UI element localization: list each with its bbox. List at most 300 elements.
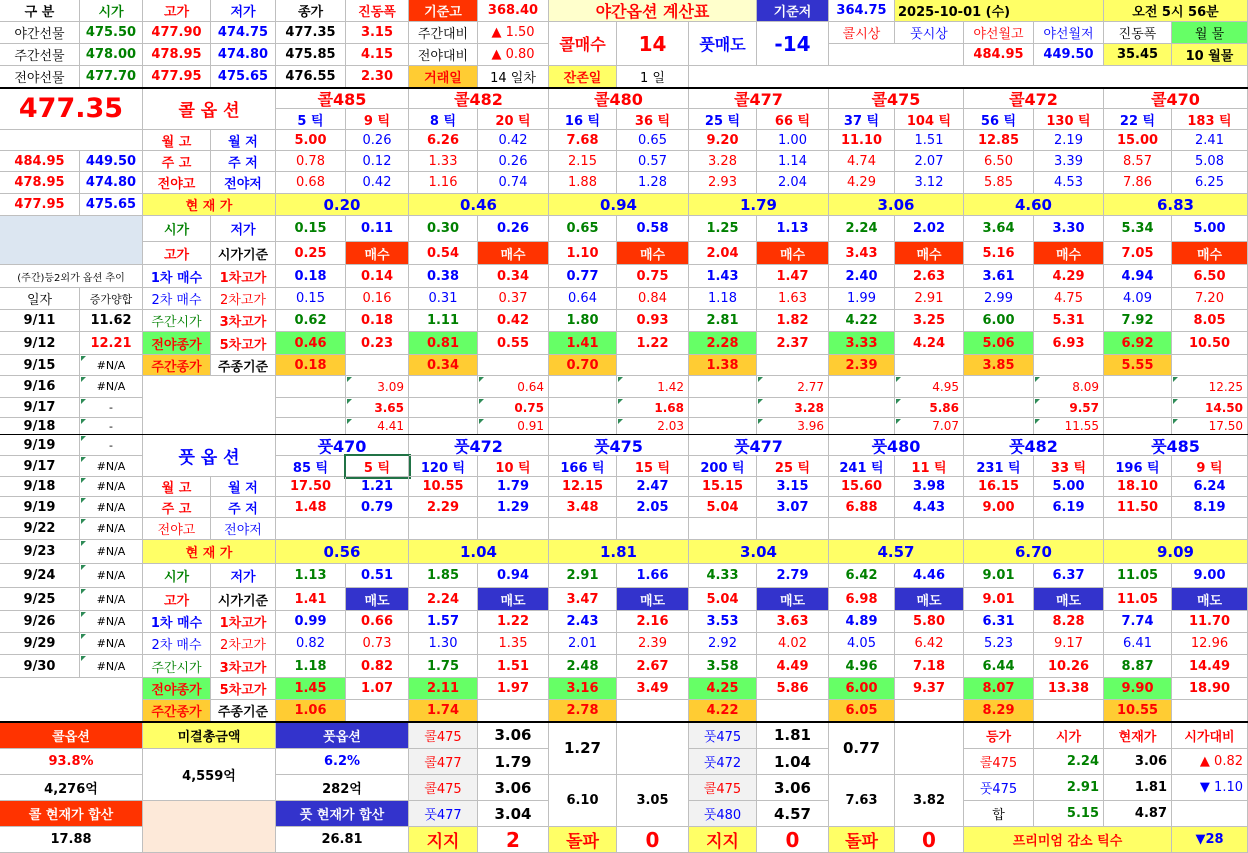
futures-open[interactable]: 478.00 — [80, 44, 143, 66]
call-strike[interactable]: 콜470 — [1104, 88, 1248, 109]
call-buy1[interactable]: 4.94 — [1104, 265, 1172, 288]
call-buy2[interactable]: 4.09 — [1104, 288, 1172, 310]
put-strike[interactable]: 풋477 — [689, 435, 829, 456]
futures-high[interactable]: 478.95 — [143, 44, 211, 66]
put-high3[interactable]: 7.18 — [895, 655, 964, 678]
call-night-low[interactable]: 2.04 — [757, 172, 829, 194]
pair-value[interactable]: 3.04 — [478, 801, 549, 827]
call-night-close[interactable]: 0.46 — [276, 332, 346, 355]
grade-name[interactable]: 합 — [964, 801, 1034, 827]
label-week-open[interactable]: 주간시가 — [143, 310, 211, 332]
put-low[interactable]: 4.46 — [895, 564, 964, 588]
put-buy1[interactable]: 0.99 — [276, 611, 346, 633]
trend-label[interactable]: (주간)등2외가 옵션 추이 — [0, 265, 143, 288]
blank[interactable] — [829, 376, 895, 398]
futures-label[interactable]: 전야선물 — [0, 66, 80, 88]
trend-value[interactable]: - — [80, 435, 143, 456]
call-month-high[interactable]: 11.10 — [829, 130, 895, 151]
put-high5[interactable]: 3.49 — [617, 678, 689, 700]
pair-name[interactable]: 풋472 — [689, 749, 757, 775]
label-open[interactable]: 시가 — [143, 564, 211, 588]
call-low[interactable]: 0.26 — [478, 216, 549, 242]
date-display[interactable]: 2025-10-01 (수) — [895, 0, 1104, 22]
put-low[interactable]: 9.00 — [1172, 564, 1248, 588]
put-week-high[interactable]: 6.88 — [829, 497, 895, 518]
call-high5[interactable]: 10.50 — [1172, 332, 1248, 355]
unsettled-label[interactable]: 미결총금액 — [143, 722, 276, 749]
put-week-high[interactable]: 11.50 — [1104, 497, 1172, 518]
call-extra-2[interactable]: 5.86 — [895, 398, 964, 418]
put-buy1[interactable]: 2.43 — [549, 611, 617, 633]
blank[interactable] — [409, 418, 478, 435]
label-month-low[interactable]: 월 저 — [211, 130, 276, 151]
put-sell-signal[interactable]: 매도 — [617, 588, 689, 611]
put-current[interactable]: 1.04 — [409, 540, 549, 564]
call-strike[interactable]: 콜472 — [964, 88, 1104, 109]
call-buy[interactable]: 14 — [617, 22, 689, 66]
put-month-low[interactable]: 6.24 — [1172, 477, 1248, 497]
put-buy2[interactable]: 5.23 — [964, 633, 1034, 655]
put-sell-signal[interactable]: 매도 — [1034, 588, 1104, 611]
base-value[interactable]: 368.40 — [478, 0, 549, 22]
day-change[interactable]: ▲ 1.50 — [478, 22, 549, 44]
put-month-high[interactable]: 15.60 — [829, 477, 895, 497]
call-high3[interactable]: 5.31 — [1034, 310, 1104, 332]
put-high[interactable]: 2.24 — [409, 588, 478, 611]
call-extra-3[interactable]: 4.41 — [346, 418, 409, 435]
put-high3[interactable]: 4.49 — [757, 655, 829, 678]
call-open[interactable]: 0.30 — [409, 216, 478, 242]
blank[interactable] — [964, 376, 1034, 398]
ref-low[interactable]: 449.50 — [80, 151, 143, 172]
put-low[interactable]: 2.79 — [757, 564, 829, 588]
call-extra-2[interactable]: 1.68 — [617, 398, 689, 418]
trend-value[interactable]: #N/A — [80, 564, 143, 588]
put-high2[interactable]: 6.42 — [895, 633, 964, 655]
put-month-high[interactable]: 12.15 — [549, 477, 617, 497]
call-week-high[interactable]: 3.28 — [689, 151, 757, 172]
ref-low[interactable]: 474.80 — [80, 172, 143, 194]
night-month-low[interactable]: 449.50 — [1034, 44, 1104, 66]
label-high3[interactable]: 3차고가 — [211, 310, 276, 332]
grade-diff[interactable]: ▼ 1.10 — [1172, 775, 1248, 801]
call-week-open[interactable]: 1.80 — [549, 310, 617, 332]
futures-high[interactable]: 477.95 — [143, 66, 211, 88]
put-buy2[interactable]: 2.01 — [549, 633, 617, 655]
put-tick-1[interactable]: 85 틱 — [276, 456, 346, 477]
call-sum-label[interactable]: 콜 현재가 합산 — [0, 801, 143, 827]
call-week-close[interactable]: 3.85 — [964, 355, 1034, 376]
blank[interactable] — [1172, 355, 1248, 376]
put-high[interactable]: 3.47 — [549, 588, 617, 611]
remain-label[interactable]: 잔존일 — [549, 66, 617, 88]
pair-value[interactable]: 3.06 — [757, 775, 829, 801]
call-high2[interactable]: 0.84 — [617, 288, 689, 310]
put-month-high[interactable]: 10.55 — [409, 477, 478, 497]
put-tick-1[interactable]: 241 틱 — [829, 456, 895, 477]
put-week-open[interactable]: 3.58 — [689, 655, 757, 678]
call-buy-signal[interactable]: 매수 — [1172, 242, 1248, 265]
put-high1[interactable]: 1.22 — [478, 611, 549, 633]
put-low[interactable]: 0.94 — [478, 564, 549, 588]
trend-date[interactable]: 9/12 — [0, 332, 80, 355]
label-high3[interactable]: 3차고가 — [211, 655, 276, 678]
blank[interactable] — [895, 722, 964, 775]
day-change-label[interactable]: 주간대비 — [409, 22, 478, 44]
base-low-label[interactable]: 기준저 — [757, 0, 829, 22]
call-month-low[interactable]: 1.51 — [895, 130, 964, 151]
call-high2[interactable]: 0.16 — [346, 288, 409, 310]
pair-value[interactable]: 3.06 — [478, 722, 549, 749]
current-price[interactable]: 477.35 — [0, 88, 143, 130]
call-high5[interactable]: 2.37 — [757, 332, 829, 355]
put-night-close[interactable]: 8.07 — [964, 678, 1034, 700]
label-buy2[interactable]: 2차 매수 — [143, 288, 211, 310]
call-week-low[interactable]: 1.14 — [757, 151, 829, 172]
put-high5[interactable]: 9.37 — [895, 678, 964, 700]
put-sum[interactable]: 26.81 — [276, 827, 409, 853]
call-extra-2[interactable]: 0.75 — [478, 398, 549, 418]
call-extra-2[interactable]: 9.57 — [1034, 398, 1104, 418]
put-high3[interactable]: 0.82 — [346, 655, 409, 678]
call-night-high[interactable]: 7.86 — [1104, 172, 1172, 194]
grade-current[interactable]: 1.81 — [1104, 775, 1172, 801]
put-month-low[interactable]: 1.79 — [478, 477, 549, 497]
blank[interactable] — [757, 355, 829, 376]
call-high5[interactable]: 6.93 — [1034, 332, 1104, 355]
grade-current[interactable]: 3.06 — [1104, 749, 1172, 775]
put-high3[interactable]: 2.67 — [617, 655, 689, 678]
put-open[interactable]: 1.13 — [276, 564, 346, 588]
call-high[interactable]: 2.04 — [689, 242, 757, 265]
call-option-amount[interactable]: 4,276억 — [0, 775, 143, 801]
put-sell-signal[interactable]: 매도 — [346, 588, 409, 611]
label-low[interactable]: 저가 — [211, 216, 276, 242]
blank[interactable] — [895, 700, 964, 722]
label-month-low[interactable]: 월 저 — [211, 477, 276, 497]
label-night-low[interactable]: 전야저 — [211, 518, 276, 540]
put-high5[interactable]: 18.90 — [1172, 678, 1248, 700]
call-current[interactable]: 6.83 — [1104, 194, 1248, 216]
trend-date[interactable]: 9/11 — [0, 310, 80, 332]
call-high1[interactable]: 2.63 — [895, 265, 964, 288]
blank[interactable] — [964, 418, 1034, 435]
call-extra-1[interactable]: 8.09 — [1034, 376, 1104, 398]
put-tick-2[interactable]: 5 틱 — [346, 456, 409, 477]
call-open[interactable]: 0.65 — [549, 216, 617, 242]
put-sum-label[interactable]: 풋 현재가 합산 — [276, 801, 409, 827]
put-week-open[interactable]: 6.44 — [964, 655, 1034, 678]
pair-sum[interactable]: 6.10 — [549, 775, 617, 827]
put-high3[interactable]: 14.49 — [1172, 655, 1248, 678]
call-high1[interactable]: 6.50 — [1172, 265, 1248, 288]
grade-open[interactable]: 2.24 — [1034, 749, 1104, 775]
put-high2[interactable]: 12.96 — [1172, 633, 1248, 655]
label-week-close[interactable]: 주간종가 — [143, 700, 211, 722]
call-high3[interactable]: 0.93 — [617, 310, 689, 332]
call-extra-2[interactable]: 3.65 — [346, 398, 409, 418]
grade-header[interactable]: 시가대비 — [1172, 722, 1248, 749]
label-current[interactable]: 현 재 가 — [143, 540, 276, 564]
grade-header[interactable]: 현재가 — [1104, 722, 1172, 749]
put-open[interactable]: 11.05 — [1104, 564, 1172, 588]
put-buy2[interactable]: 4.05 — [829, 633, 895, 655]
put-month-low[interactable]: 2.47 — [617, 477, 689, 497]
put-week-low[interactable]: 6.19 — [1034, 497, 1104, 518]
call-option-pct[interactable]: 93.8% — [0, 749, 143, 775]
put-month-low[interactable]: 5.00 — [1034, 477, 1104, 497]
call-night-high[interactable]: 2.93 — [689, 172, 757, 194]
call-tick-2[interactable]: 130 틱 — [1034, 109, 1104, 130]
call-week-high[interactable]: 1.33 — [409, 151, 478, 172]
call-night-low[interactable]: 0.42 — [346, 172, 409, 194]
call-buy1[interactable]: 3.61 — [964, 265, 1034, 288]
put-sell-signal[interactable]: 매도 — [1172, 588, 1248, 611]
call-night-close[interactable]: 2.28 — [689, 332, 757, 355]
put-night-close[interactable]: 1.45 — [276, 678, 346, 700]
call-month-low[interactable]: 0.26 — [346, 130, 409, 151]
futures-high[interactable]: 477.90 — [143, 22, 211, 44]
trend-date[interactable]: 9/29 — [0, 633, 80, 655]
call-month-high[interactable]: 12.85 — [964, 130, 1034, 151]
blank[interactable] — [1034, 355, 1104, 376]
put-open[interactable]: 6.42 — [829, 564, 895, 588]
put-high[interactable]: 1.41 — [276, 588, 346, 611]
blank[interactable] — [1172, 700, 1248, 722]
put-month-high[interactable]: 16.15 — [964, 477, 1034, 497]
call-low[interactable]: 2.02 — [895, 216, 964, 242]
put-week-open[interactable]: 4.96 — [829, 655, 895, 678]
label-high2[interactable]: 2차고가 — [211, 288, 276, 310]
put-strike[interactable]: 풋470 — [276, 435, 409, 456]
blank[interactable] — [1104, 518, 1172, 540]
trend-date[interactable]: 9/18 — [0, 477, 80, 497]
call-strike[interactable]: 콜485 — [276, 88, 409, 109]
blank[interactable] — [276, 518, 346, 540]
call-tick-1[interactable]: 37 틱 — [829, 109, 895, 130]
grade-name[interactable]: 풋475 — [964, 775, 1034, 801]
put-week-low[interactable]: 1.29 — [478, 497, 549, 518]
blank[interactable] — [409, 398, 478, 418]
put-sell-label[interactable]: 풋매도 — [689, 22, 757, 66]
grade-diff[interactable]: ▲ 0.82 — [1172, 749, 1248, 775]
trend-value[interactable]: #N/A — [80, 540, 143, 564]
call-night-low[interactable]: 1.28 — [617, 172, 689, 194]
call-current[interactable]: 1.79 — [689, 194, 829, 216]
call-buy1[interactable]: 0.38 — [409, 265, 478, 288]
break-count[interactable]: 0 — [895, 827, 964, 853]
put-night-close[interactable]: 2.11 — [409, 678, 478, 700]
put-week-open[interactable]: 1.18 — [276, 655, 346, 678]
trend-date[interactable]: 9/19 — [0, 435, 80, 456]
ref-high[interactable]: 477.95 — [0, 194, 80, 216]
call-extra-3[interactable]: 0.91 — [478, 418, 549, 435]
call-buy1[interactable]: 0.18 — [276, 265, 346, 288]
blank[interactable] — [689, 376, 757, 398]
label-high2[interactable]: 2차고가 — [211, 633, 276, 655]
blank[interactable] — [276, 376, 346, 398]
call-open[interactable]: 3.64 — [964, 216, 1034, 242]
header-1[interactable]: 시가 — [80, 0, 143, 22]
range-value[interactable]: 35.45 — [1104, 44, 1172, 66]
header-0[interactable]: 구 분 — [0, 0, 80, 22]
call-high1[interactable]: 1.47 — [757, 265, 829, 288]
pair-value[interactable]: 1.04 — [757, 749, 829, 775]
range-label[interactable]: 진동폭 — [1104, 22, 1172, 44]
put-high5[interactable]: 5.86 — [757, 678, 829, 700]
put-night-close[interactable]: 4.25 — [689, 678, 757, 700]
call-high1[interactable]: 0.34 — [478, 265, 549, 288]
blank[interactable] — [895, 355, 964, 376]
call-week-high[interactable]: 4.74 — [829, 151, 895, 172]
put-week-low[interactable]: 4.43 — [895, 497, 964, 518]
futures-low[interactable]: 475.65 — [211, 66, 276, 88]
pair-name[interactable]: 콜475 — [409, 775, 478, 801]
blank[interactable] — [757, 700, 829, 722]
call-week-open[interactable]: 6.00 — [964, 310, 1034, 332]
call-high2[interactable]: 1.63 — [757, 288, 829, 310]
call-month-low[interactable]: 2.41 — [1172, 130, 1248, 151]
date-header[interactable]: 일자 — [0, 288, 80, 310]
put-week-close[interactable]: 1.06 — [276, 700, 346, 722]
pair-name[interactable]: 콜475 — [689, 775, 757, 801]
call-night-high[interactable]: 4.29 — [829, 172, 895, 194]
call-night-high[interactable]: 5.85 — [964, 172, 1034, 194]
label-month-high[interactable]: 월 고 — [143, 477, 211, 497]
put-strike[interactable]: 풋475 — [549, 435, 689, 456]
call-high3[interactable]: 1.82 — [757, 310, 829, 332]
put-strike[interactable]: 풋482 — [964, 435, 1104, 456]
call-week-high[interactable]: 0.78 — [276, 151, 346, 172]
blank[interactable] — [617, 355, 689, 376]
remain[interactable]: 1 일 — [617, 66, 689, 88]
put-high1[interactable]: 2.16 — [617, 611, 689, 633]
call-extra-3[interactable]: 2.03 — [617, 418, 689, 435]
blank[interactable] — [1034, 700, 1104, 722]
call-night-close[interactable]: 3.33 — [829, 332, 895, 355]
put-high[interactable]: 5.04 — [689, 588, 757, 611]
trend-date[interactable]: 9/24 — [0, 564, 80, 588]
call-buy1[interactable]: 0.77 — [549, 265, 617, 288]
call-month-low[interactable]: 1.00 — [757, 130, 829, 151]
call-week-low[interactable]: 0.57 — [617, 151, 689, 172]
call-low[interactable]: 1.13 — [757, 216, 829, 242]
call-tick-1[interactable]: 8 틱 — [409, 109, 478, 130]
put-low[interactable]: 6.37 — [1034, 564, 1104, 588]
put-current[interactable]: 6.70 — [964, 540, 1104, 564]
blank[interactable] — [478, 518, 549, 540]
blank[interactable] — [276, 418, 346, 435]
call-week-close[interactable]: 0.70 — [549, 355, 617, 376]
put-week-close[interactable]: 1.74 — [409, 700, 478, 722]
put-strike[interactable]: 풋472 — [409, 435, 549, 456]
trend-date[interactable]: 9/17 — [0, 398, 80, 418]
label-week-low[interactable]: 주 저 — [211, 497, 276, 518]
call-extra-1[interactable]: 12.25 — [1172, 376, 1248, 398]
blank[interactable] — [549, 418, 617, 435]
put-high1[interactable]: 8.28 — [1034, 611, 1104, 633]
put-low[interactable]: 0.51 — [346, 564, 409, 588]
label-night-high[interactable]: 전야고 — [143, 518, 211, 540]
trend-value[interactable]: #N/A — [80, 655, 143, 678]
put-low[interactable]: 1.66 — [617, 564, 689, 588]
call-buy-label[interactable]: 콜매수 — [549, 22, 617, 66]
label-week-close-base[interactable]: 주종기준 — [211, 355, 276, 376]
put-current[interactable]: 1.81 — [549, 540, 689, 564]
call-open[interactable]: 0.15 — [276, 216, 346, 242]
call-low[interactable]: 5.00 — [1172, 216, 1248, 242]
blank[interactable] — [829, 518, 895, 540]
blank[interactable] — [895, 518, 964, 540]
trend-value[interactable]: - — [80, 418, 143, 435]
call-strike[interactable]: 콜480 — [549, 88, 689, 109]
label-high5[interactable]: 5차고가 — [211, 678, 276, 700]
call-high1[interactable]: 4.29 — [1034, 265, 1104, 288]
put-high5[interactable]: 1.07 — [346, 678, 409, 700]
label-current[interactable]: 현 재 가 — [143, 194, 276, 216]
put-high2[interactable]: 4.02 — [757, 633, 829, 655]
trend-date[interactable]: 9/26 — [0, 611, 80, 633]
label-week-close[interactable]: 주간종가 — [143, 355, 211, 376]
call-week-high[interactable]: 6.50 — [964, 151, 1034, 172]
call-night-close[interactable]: 0.81 — [409, 332, 478, 355]
call-high5[interactable]: 4.24 — [895, 332, 964, 355]
pair-name[interactable]: 풋475 — [689, 722, 757, 749]
futures-close[interactable]: 477.35 — [276, 22, 346, 44]
put-week-open[interactable]: 8.87 — [1104, 655, 1172, 678]
put-tick-2[interactable]: 25 틱 — [757, 456, 829, 477]
put-high5[interactable]: 13.38 — [1034, 678, 1104, 700]
put-sell[interactable]: -14 — [757, 22, 829, 66]
call-sum[interactable]: 17.88 — [0, 827, 143, 853]
call-month-high[interactable]: 5.00 — [276, 130, 346, 151]
pair-value[interactable]: 1.81 — [757, 722, 829, 749]
call-tick-2[interactable]: 66 틱 — [757, 109, 829, 130]
put-market[interactable]: 풋시상 — [895, 22, 964, 44]
grade-header[interactable]: 등가 — [964, 722, 1034, 749]
put-tick-1[interactable]: 120 틱 — [409, 456, 478, 477]
call-week-close[interactable]: 0.34 — [409, 355, 478, 376]
put-open[interactable]: 2.91 — [549, 564, 617, 588]
trend-value[interactable]: #N/A — [80, 518, 143, 540]
put-tick-1[interactable]: 200 틱 — [689, 456, 757, 477]
trend-date[interactable]: 9/15 — [0, 355, 80, 376]
call-high[interactable]: 5.16 — [964, 242, 1034, 265]
call-month-high[interactable]: 6.26 — [409, 130, 478, 151]
put-tick-2[interactable]: 9 틱 — [1172, 456, 1248, 477]
blank[interactable] — [617, 700, 689, 722]
night-change-label[interactable]: 전야대비 — [409, 44, 478, 66]
call-high2[interactable]: 0.37 — [478, 288, 549, 310]
month-value[interactable]: 10 월물 — [1172, 44, 1248, 66]
put-high2[interactable]: 1.35 — [478, 633, 549, 655]
header-4[interactable]: 종가 — [276, 0, 346, 22]
put-open[interactable]: 4.33 — [689, 564, 757, 588]
blank[interactable] — [549, 398, 617, 418]
header-2[interactable]: 고가 — [143, 0, 211, 22]
put-high3[interactable]: 1.51 — [478, 655, 549, 678]
put-week-high[interactable]: 1.48 — [276, 497, 346, 518]
put-buy1[interactable]: 3.53 — [689, 611, 757, 633]
call-high3[interactable]: 0.42 — [478, 310, 549, 332]
put-week-open[interactable]: 1.75 — [409, 655, 478, 678]
label-open-base[interactable]: 시가기준 — [211, 242, 276, 265]
put-night-close[interactable]: 9.90 — [1104, 678, 1172, 700]
put-buy2[interactable]: 2.92 — [689, 633, 757, 655]
put-buy1[interactable]: 1.57 — [409, 611, 478, 633]
futures-label[interactable]: 주간선물 — [0, 44, 80, 66]
label-week-close-base[interactable]: 주종기준 — [211, 700, 276, 722]
